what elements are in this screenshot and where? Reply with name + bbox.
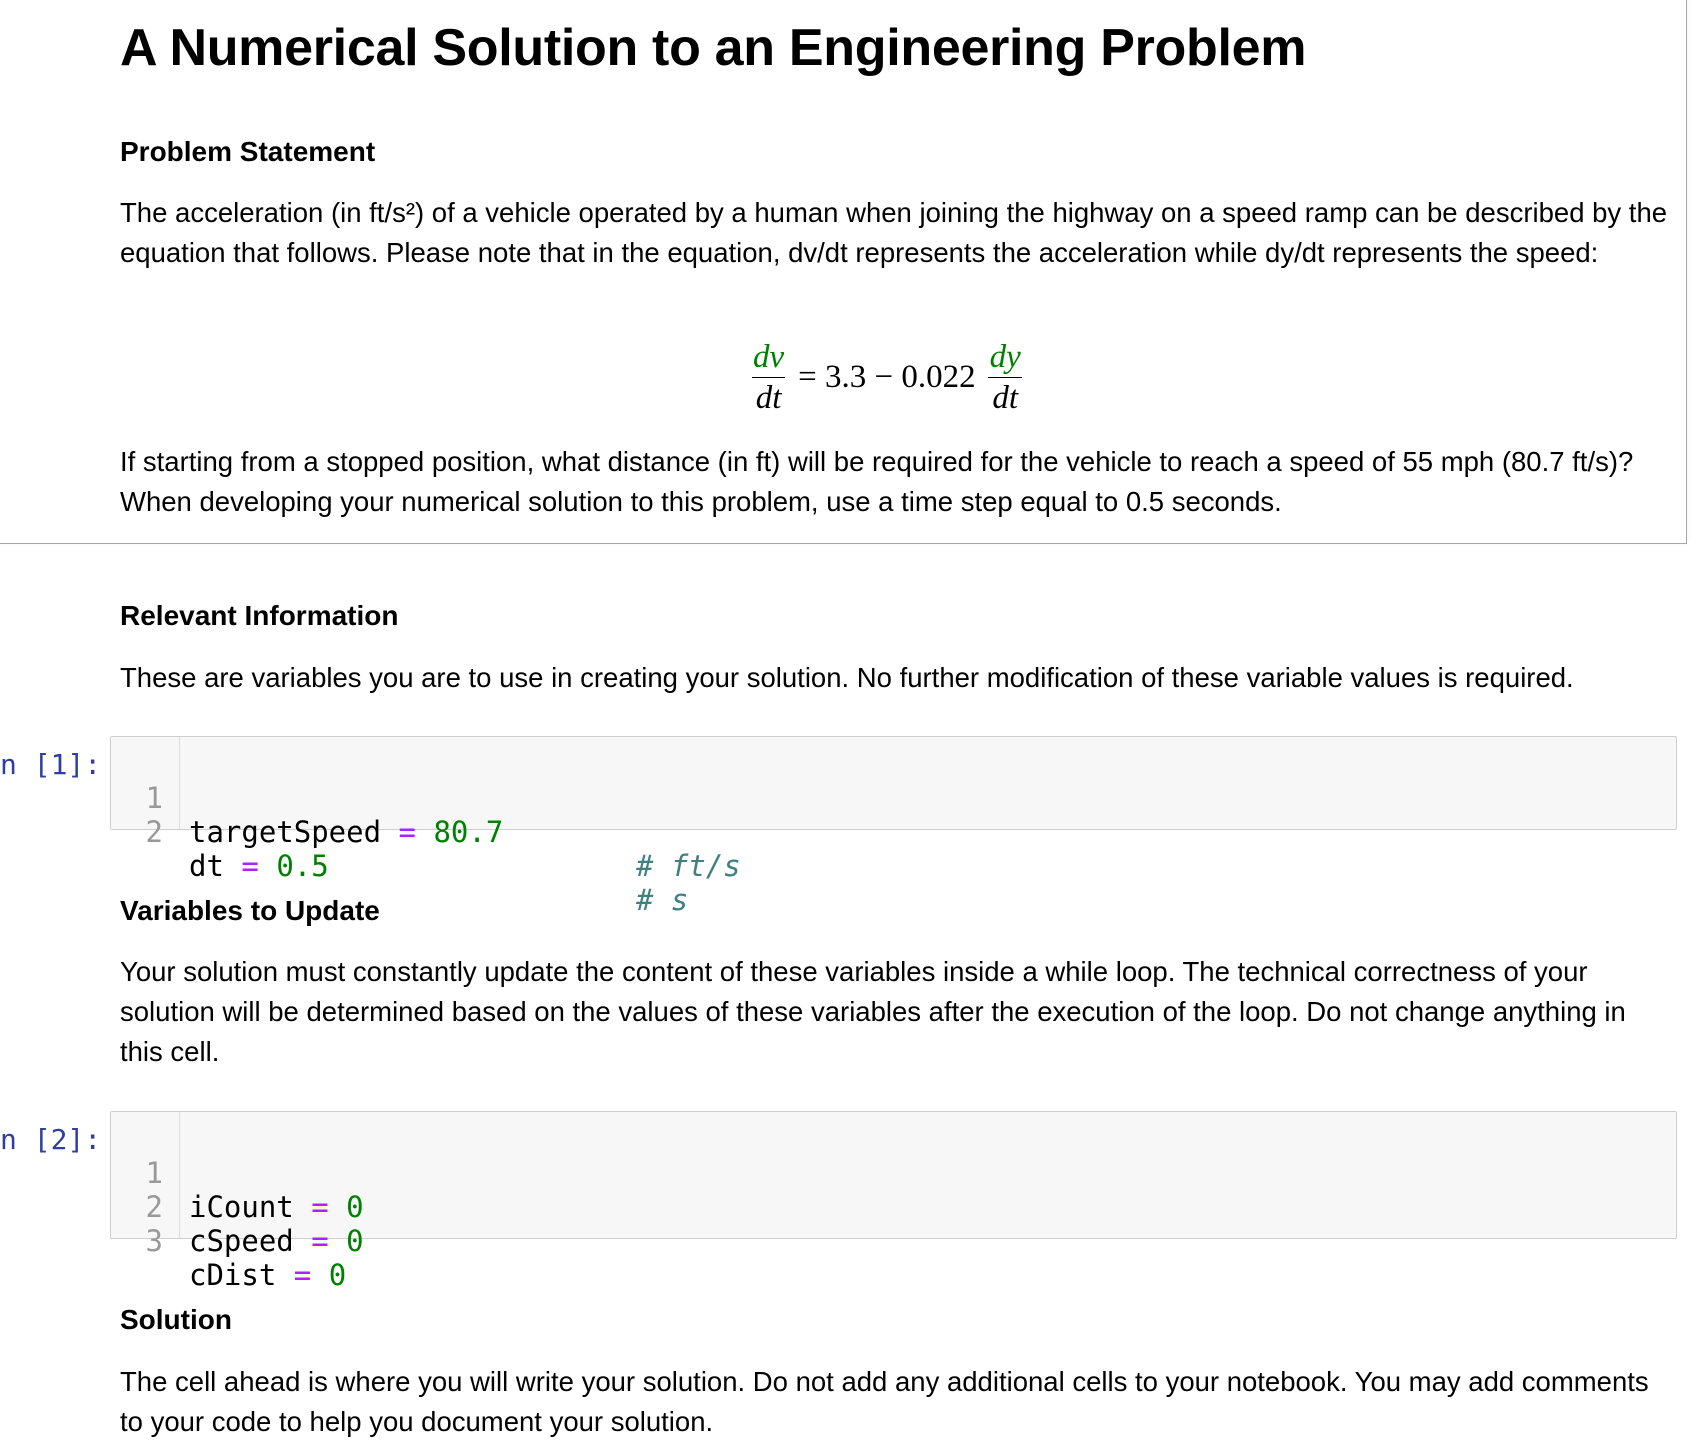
equation-lhs-denominator: dt (752, 377, 786, 418)
variable-name: cDist (189, 1258, 277, 1292)
line-number: 2 (145, 815, 163, 849)
relevant-heading: Relevant Information (120, 600, 399, 631)
variable-name: cSpeed (189, 1224, 294, 1258)
variable-name: targetSpeed (189, 815, 382, 849)
equation-rhs-denominator: dt (988, 377, 1022, 418)
variable-name: iCount (189, 1190, 294, 1224)
equation-middle: = 3.3 − 0.022 (798, 358, 976, 395)
line-number: 1 (145, 781, 163, 815)
number-literal: 0 (328, 1258, 347, 1292)
number-literal: 0.5 (276, 849, 329, 883)
cell1-prompt: n [1]: (0, 748, 102, 781)
line-number: 2 (145, 1190, 163, 1224)
number-literal: 0 (346, 1224, 364, 1258)
equation (745, 332, 1029, 422)
operator: = (293, 1258, 312, 1292)
problem-paragraph-2: If starting from a stopped position, what distance (in ft) will be required for the vehicle to reach a speed of 55 mph (80.7 ft/s)? When developing your numerical solution to this problem, use a time step equal to 0.5 seconds. (120, 446, 1634, 517)
line-number: 1 (145, 1156, 163, 1190)
code-cell-2[interactable] (110, 1111, 1677, 1292)
relevant-paragraph: These are variables you are to use in creating your solution. No further modification of these variable values is required. (120, 662, 1574, 693)
equation-rhs-fraction (986, 337, 1025, 418)
page-title: A Numerical Solution to an Engineering Problem (120, 19, 1307, 77)
equation-lhs-fraction (749, 337, 788, 418)
code-line[interactable] (111, 1122, 1676, 1224)
operator: = (311, 1190, 329, 1224)
operator: = (241, 849, 259, 883)
solution-paragraph: The cell ahead is where you will write your solution. Do not add any additional cells to your notebook. You may add comments to your code to help you document your solution. (120, 1366, 1649, 1437)
solution-heading: Solution (120, 1304, 232, 1335)
problem-paragraph-1: The acceleration (in ft/s²) of a vehicle operated by a human when joining the highway on a speed ramp can be described by the equation that follows. Please note that in the equation, dv/dt represents the acceleration while dy/dt represents the speed: (120, 197, 1668, 268)
code-comment: # s (636, 883, 689, 917)
problem-heading: Problem Statement (120, 136, 376, 167)
number-literal: 0 (346, 1190, 364, 1224)
line-number: 3 (145, 1224, 163, 1258)
operator: = (311, 1224, 329, 1258)
cell2-prompt: n [2]: (0, 1123, 102, 1156)
equation-lhs-numerator: dv (753, 338, 785, 375)
update-paragraph: Your solution must constantly update the content of these variables inside a while loop. The technical correctness of your solution will be determined based on the values of these variables after the execution of the loop. Do not change anything in this cell. (120, 956, 1626, 1067)
equation-rhs-numerator: dy (989, 338, 1021, 375)
variable-name: dt (189, 849, 224, 883)
operator: = (398, 815, 416, 849)
number-literal: 80.7 (433, 815, 504, 849)
update-heading: Variables to Update (120, 895, 380, 926)
code-comment: # ft/s (636, 849, 741, 883)
